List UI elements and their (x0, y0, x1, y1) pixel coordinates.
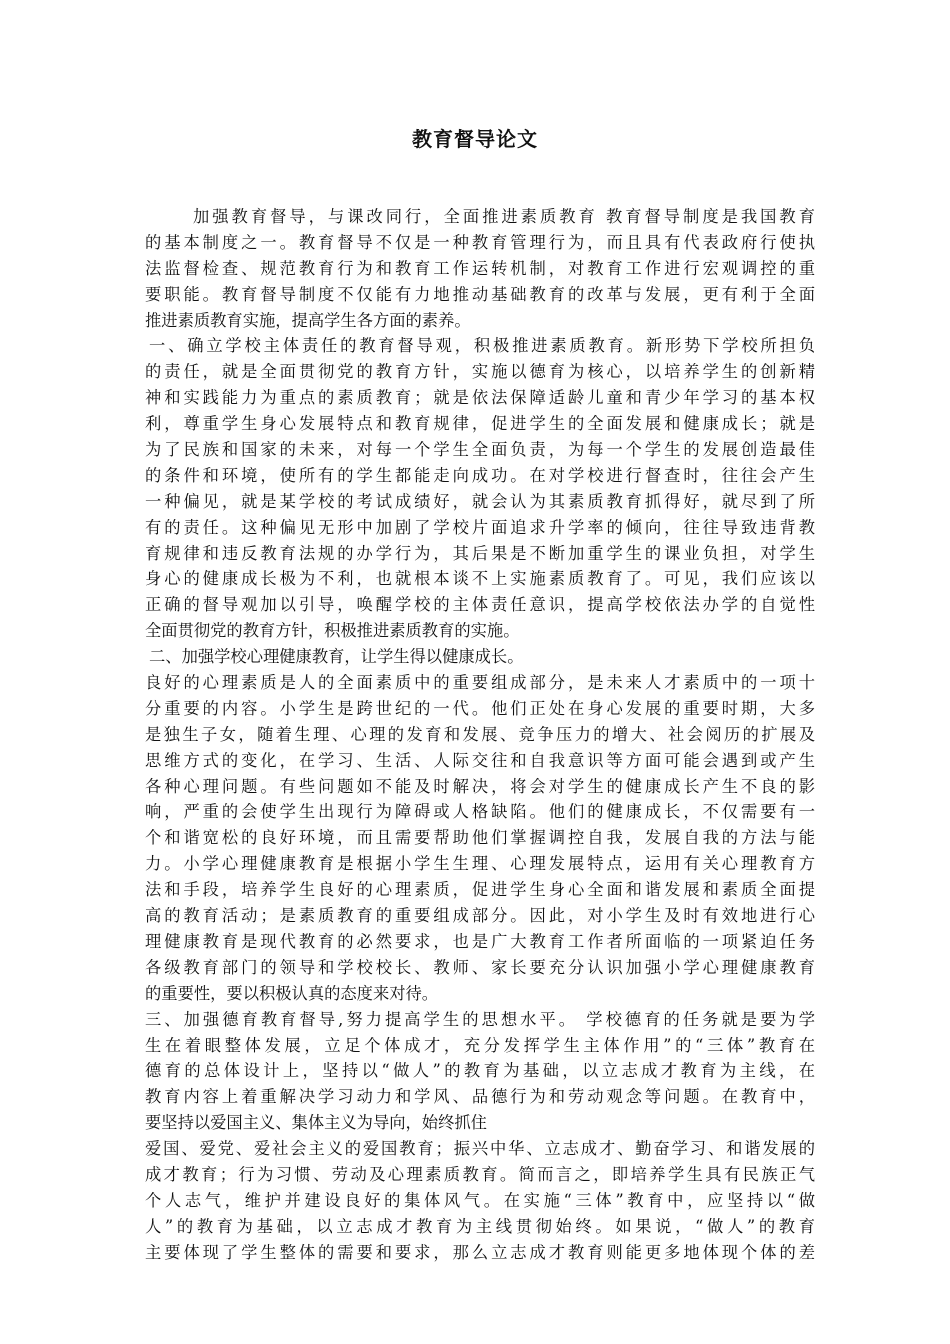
text-line: 分重要的内容。小学生是跨世纪的一代。他们正处在身心发展的重要时期，大多 (145, 698, 815, 718)
document-body (145, 204, 815, 1266)
text-line: 一种偏见，就是某学校的考试成绩好，就会认为其素质教育抓得好，就尽到了所 (145, 491, 815, 511)
text-line: 要职能。教育督导制度不仅能有力地推动基础教育的改革与发展，更有利于全面 (145, 284, 815, 304)
text-line: 育规律和违反教育法规的办学行为，其后果是不断加重学生的课业负担，对学生 (145, 543, 815, 563)
text-line: 的基本制度之一。教育督导不仅是一种教育管理行为，而且具有代表政府行使执 (145, 232, 815, 252)
text-line: 爱国、爱党、爱社会主义的爱国教育；振兴中华、立志成才、勤奋学习、和谐发展的 (145, 1139, 815, 1159)
text-line: 正确的督导观加以引导，唤醒学校的主体责任意识，提高学校依法办学的自觉性 (145, 595, 815, 615)
text-line: 力。小学心理健康教育是根据小学生生理、心理发展特点，运用有关心理教育方 (145, 854, 815, 874)
text-line: 主要体现了学生整体的需要和要求，那么立志成才教育则能更多地体现个体的差 (145, 1242, 815, 1262)
text-line: 个人志气，维护并建设良好的集体风气。在实施“三体”教育中，应坚持以“做 (145, 1190, 815, 1210)
text-line: 教育内容上着重解决学习动力和学风、品德行为和劳动观念等问题。在教育中， (145, 1087, 815, 1107)
text-line: 三、加强德育教育督导,努力提高学生的思想水平。 学校德育的任务就是要为学 (145, 1009, 815, 1029)
text-line: 各级教育部门的领导和学校校长、教师、家长要充分认识加强小学心理健康教育 (145, 957, 815, 977)
text-line: 要坚持以爱国主义、集体主义为导向，始终抓住 (145, 1113, 487, 1133)
text-line: 的条件和环境，使所有的学生都能走向成功。在对学校进行督查时，往往会产生 (145, 465, 815, 485)
text-line: 有的责任。这种偏见无形中加剧了学校片面追求升学率的倾向，往往导致违背教 (145, 517, 815, 537)
text-line: 各种心理问题。有些问题如不能及时解决，将会对学生的健康成长产生不良的影 (145, 776, 815, 796)
text-line: 加强教育督导，与课改同行，全面推进素质教育 教育督导制度是我国教育 (193, 207, 815, 226)
text-line: 法监督检查、规范教育行为和教育工作运转机制，对教育工作进行宏观调控的重 (145, 258, 815, 278)
text-line: 的重要性，要以积极认真的态度来对待。 (145, 983, 439, 1003)
text-line: 利，尊重学生身心发展特点和教育规律，促进学生的全面发展和健康成长；就是 (145, 414, 815, 434)
text-line: 一、确立学校主体责任的教育督导观，积极推进素质教育。新形势下学校所担负 (149, 336, 815, 356)
text-line: 个和谐宽松的良好环境，而且需要帮助他们掌握调控自我，发展自我的方法与能 (145, 828, 815, 848)
text-line: 是独生子女，随着生理、心理的发育和发展、竞争压力的增大、社会阅历的扩展及 (145, 724, 815, 744)
text-line: 德育的总体设计上，坚持以“做人”的教育为基础，以立志成才教育为主线，在 (145, 1061, 815, 1081)
text-line: 身心的健康成长极为不利，也就根本谈不上实施素质教育了。可见，我们应该以 (145, 569, 815, 589)
section-heading: 二、加强学校心理健康教育，让学生得以健康成长。 (149, 647, 524, 667)
text-line: 推进素质教育实施，提高学生各方面的素养。 (145, 310, 471, 330)
text-line: 为了民族和国家的未来，对每一个学生全面负责，为每一个学生的发展创造最佳 (145, 440, 815, 460)
text-line: 神和实践能力为重点的素质教育；就是依法保障适龄儿童和青少年学习的基本权 (145, 388, 815, 408)
text-line: 法和手段，培养学生良好的心理素质，促进学生身心全面和谐发展和素质全面提 (145, 880, 815, 900)
text-line: 良好的心理素质是人的全面素质中的重要组成部分，是未来人才素质中的一项十 (145, 673, 815, 693)
text-line: 高的教育活动；是素质教育的重要组成部分。因此，对小学生及时有效地进行心 (145, 906, 815, 926)
document-title: 教育督导论文 (412, 127, 538, 151)
text-line: 的责任，就是全面贯彻党的教育方针，实施以德育为核心，以培养学生的创新精 (145, 362, 815, 382)
text-line: 生在着眼整体发展，立足个体成才，充分发挥学生主体作用”的“三体”教育在 (145, 1035, 815, 1055)
text-line: 思维方式的变化，在学习、生活、人际交往和自我意识等方面可能会遇到或产生 (145, 750, 815, 770)
text-line: 响，严重的会使学生出现行为障碍或人格缺陷。他们的健康成长，不仅需要有一 (145, 802, 815, 822)
text-line: 全面贯彻党的教育方针，积极推进素质教育的实施。 (145, 621, 520, 641)
text-line: 人”的教育为基础，以立志成才教育为主线贯彻始终。如果说，“做人”的教育 (145, 1216, 815, 1236)
text-line: 成才教育；行为习惯、劳动及心理素质教育。简而言之，即培养学生具有民族正气 (145, 1164, 815, 1184)
text-line: 理健康教育是现代教育的必然要求，也是广大教育工作者所面临的一项紧迫任务 (145, 931, 815, 951)
